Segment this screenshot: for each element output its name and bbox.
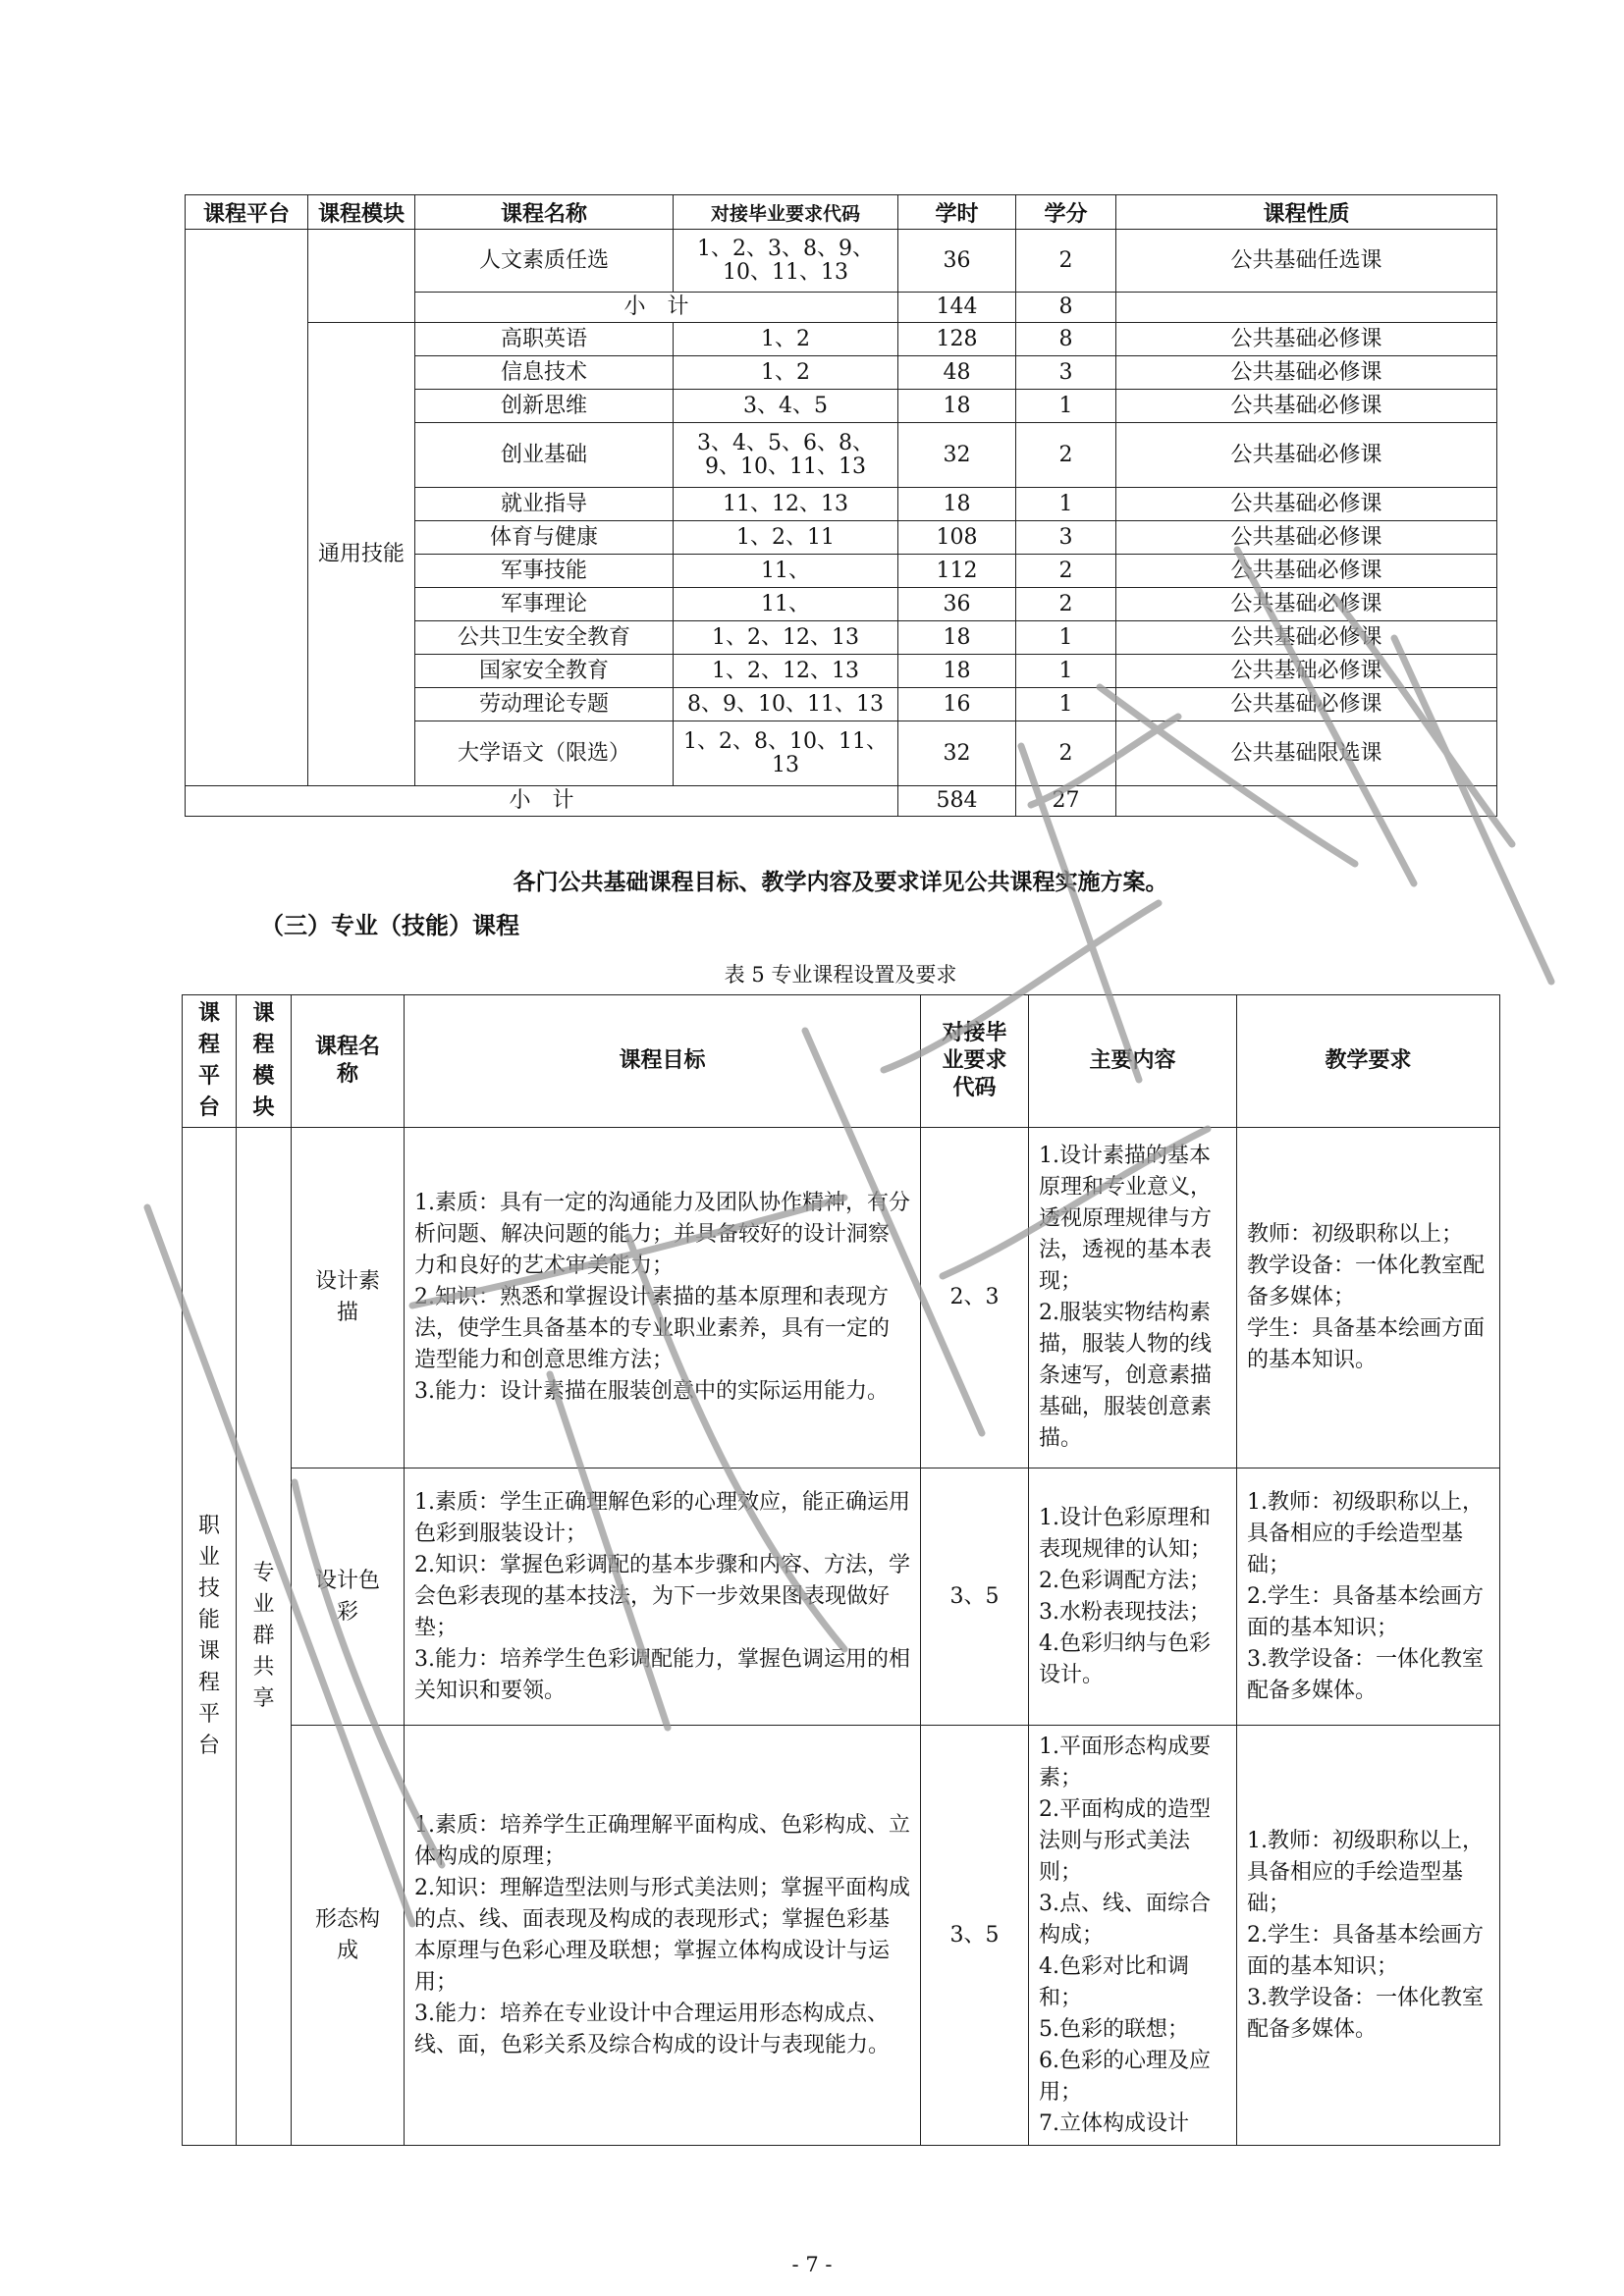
- subtotal-hours: 584: [898, 786, 1016, 817]
- course-type: 公共基础必修课: [1116, 655, 1497, 688]
- course-name: 设计色彩: [292, 1468, 405, 1726]
- course-hours: 18: [898, 390, 1016, 423]
- course-credits: 2: [1016, 721, 1116, 786]
- course-content: 1.设计素描的基本原理和专业意义，透视原理规律与方法，透视的基本表现； 2.服装实物结构素描，服装人物的线条速写，创意素描基础，服装创意素描。: [1029, 1128, 1237, 1468]
- course-credits: 3: [1016, 521, 1116, 555]
- course-type: 公共基础必修课: [1116, 423, 1497, 488]
- public-course-note: 各门公共基础课程目标、教学内容及要求详见公共课程实施方案。: [513, 870, 1168, 895]
- header-content: 主要内容: [1029, 995, 1237, 1128]
- module-cell: 专业群共享: [237, 1128, 292, 2146]
- header-platform: 课程平台: [186, 195, 308, 230]
- course-name: 军事技能: [415, 555, 674, 588]
- public-course-table: [185, 194, 1497, 817]
- course-codes: 2、3: [921, 1128, 1029, 1468]
- header-course-name: 课程名称: [415, 195, 674, 230]
- subtotal-row: [186, 786, 1497, 817]
- page-number: - 7 -: [791, 2253, 833, 2276]
- course-type: 公共基础必修课: [1116, 588, 1497, 621]
- course-credits: 2: [1016, 555, 1116, 588]
- course-goal: 1.素质：培养学生正确理解平面构成、色彩构成、立体构成的原理； 2.知识：理解造型法则与形式美法则；掌握平面构成的点、线、面表现及构成的表现形式；掌握色彩基本原理与色彩心理及联想；掌握立体构成设计与运用； 3.能力：培养在专业设计中合理运用形态构成点、线、面，色彩关系及综合构成的设计与表现能力。: [405, 1726, 921, 2146]
- course-content: 1.平面形态构成要素； 2.平面构成的造型法则与形式美法则； 3.点、线、面综合构成； 4.色彩对比和调和； 5.色彩的联想； 6.色彩的心理及应用； 7.立体构成设计: [1029, 1726, 1237, 2146]
- course-name: 军事理论: [415, 588, 674, 621]
- course-codes: 11、: [674, 555, 898, 588]
- platform-cell-empty: [186, 230, 308, 323]
- course-name: 国家安全教育: [415, 655, 674, 688]
- course-credits: 1: [1016, 621, 1116, 655]
- course-hours: 112: [898, 555, 1016, 588]
- course-type: 公共基础必修课: [1116, 323, 1497, 356]
- course-credits: 1: [1016, 688, 1116, 721]
- header-codes: 对接毕业要求代码: [921, 995, 1029, 1128]
- course-requirements: 教师：初级职称以上； 教学设备：一体化教室配备多媒体； 学生：具备基本绘画方面的基本知识。: [1237, 1128, 1500, 1468]
- course-name: 创新思维: [415, 390, 674, 423]
- header-module: 课程模块: [237, 995, 292, 1128]
- course-credits: 1: [1016, 488, 1116, 521]
- course-type: 公共基础必修课: [1116, 555, 1497, 588]
- course-hours: 128: [898, 323, 1016, 356]
- course-hours: 36: [898, 230, 1016, 293]
- subtotal-label: 小 计: [186, 786, 898, 817]
- course-goal: 1.素质：学生正确理解色彩的心理效应，能正确运用色彩到服装设计； 2.知识：掌握色彩调配的基本步骤和内容、方法，学会色彩表现的基本技法，为下一步效果图表现做好垫； 3.能力：培养学生色彩调配能力，掌握色调运用的相关知识和要领。: [405, 1468, 921, 1726]
- course-name: 体育与健康: [415, 521, 674, 555]
- course-codes: 1、2: [674, 356, 898, 390]
- platform-cell-empty: [186, 323, 308, 786]
- table-row: [186, 230, 1497, 293]
- course-goal: 1.素质：具有一定的沟通能力及团队协作精神，有分析问题、解决问题的能力；并具备较好的设计洞察力和良好的艺术审美能力； 2.知识：熟悉和掌握设计素描的基本原理和表现方法，使学生具备基本的专业职业素养，具有一定的造型能力和创意思维方法； 3.能力：设计素描在服装创意中的实际运用能力。: [405, 1128, 921, 1468]
- table-header-row: [186, 195, 1497, 230]
- course-codes: 1、2、8、10、11、13: [674, 721, 898, 786]
- header-goal: 课程目标: [405, 995, 921, 1128]
- course-codes: 1、2、12、13: [674, 655, 898, 688]
- course-type: 公共基础必修课: [1116, 621, 1497, 655]
- course-type: 公共基础任选课: [1116, 230, 1497, 293]
- subtotal-type-empty: [1116, 293, 1497, 323]
- course-content: 1.设计色彩原理和表现规律的认知； 2.色彩调配方法； 3.水粉表现技法； 4.色彩归纳与色彩设计。: [1029, 1468, 1237, 1726]
- course-codes: 3、5: [921, 1726, 1029, 2146]
- course-codes: 3、5: [921, 1468, 1029, 1726]
- course-name: 劳动理论专题: [415, 688, 674, 721]
- course-name: 公共卫生安全教育: [415, 621, 674, 655]
- course-credits: 3: [1016, 356, 1116, 390]
- course-hours: 32: [898, 721, 1016, 786]
- course-name: 大学语文（限选）: [415, 721, 674, 786]
- course-name: 形态构成: [292, 1726, 405, 2146]
- course-credits: 1: [1016, 655, 1116, 688]
- course-codes: 1、2: [674, 323, 898, 356]
- course-type: 公共基础必修课: [1116, 488, 1497, 521]
- course-codes: 1、2、3、8、9、10、11、13: [674, 230, 898, 293]
- course-hours: 18: [898, 655, 1016, 688]
- course-credits: 1: [1016, 390, 1116, 423]
- course-hours: 108: [898, 521, 1016, 555]
- header-type: 课程性质: [1116, 195, 1497, 230]
- header-platform: 课程平台: [183, 995, 237, 1128]
- subtotal-hours: 144: [898, 293, 1016, 323]
- course-credits: 2: [1016, 230, 1116, 293]
- header-course-name: 课程名称: [292, 995, 405, 1128]
- professional-course-table: [182, 994, 1500, 2146]
- course-codes: 11、: [674, 588, 898, 621]
- course-requirements: 1.教师：初级职称以上，具备相应的手绘造型基础； 2.学生：具备基本绘画方面的基本知识； 3.教学设备：一体化教室配备多媒体。: [1237, 1726, 1500, 2146]
- course-name: 创业基础: [415, 423, 674, 488]
- course-codes: 1、2、12、13: [674, 621, 898, 655]
- course-credits: 8: [1016, 323, 1116, 356]
- course-name: 设计素描: [292, 1128, 405, 1468]
- course-codes: 11、12、13: [674, 488, 898, 521]
- header-hours: 学时: [898, 195, 1016, 230]
- course-requirements: 1.教师：初级职称以上，具备相应的手绘造型基础； 2.学生：具备基本绘画方面的基本知识； 3.教学设备：一体化教室配备多媒体。: [1237, 1468, 1500, 1726]
- course-name: 信息技术: [415, 356, 674, 390]
- table-caption: 表 5 专业课程设置及要求: [724, 963, 957, 987]
- header-credits: 学分: [1016, 195, 1116, 230]
- course-codes: 3、4、5: [674, 390, 898, 423]
- course-hours: 18: [898, 621, 1016, 655]
- table-header-row: [183, 995, 1500, 1128]
- course-type: 公共基础限选课: [1116, 721, 1497, 786]
- course-type: 公共基础必修课: [1116, 521, 1497, 555]
- subtotal-credits: 8: [1016, 293, 1116, 323]
- table-row: [183, 1726, 1500, 2146]
- subtotal-type-empty: [1116, 786, 1497, 817]
- section-title: （三）专业（技能）课程: [260, 912, 519, 939]
- course-type: 公共基础必修课: [1116, 356, 1497, 390]
- course-hours: 32: [898, 423, 1016, 488]
- course-type: 公共基础必修课: [1116, 688, 1497, 721]
- table-row: [186, 323, 1497, 356]
- table-row: [183, 1128, 1500, 1468]
- table-row: [183, 1468, 1500, 1726]
- course-codes: 3、4、5、6、8、9、10、11、13: [674, 423, 898, 488]
- header-module: 课程模块: [308, 195, 415, 230]
- platform-cell: 职业技能课程平台: [183, 1128, 237, 2146]
- course-credits: 2: [1016, 588, 1116, 621]
- module-cell-empty: [308, 230, 415, 323]
- course-type: 公共基础必修课: [1116, 390, 1497, 423]
- header-codes: 对接毕业要求代码: [674, 195, 898, 230]
- subtotal-label: 小 计: [415, 293, 898, 323]
- course-credits: 2: [1016, 423, 1116, 488]
- course-codes: 8、9、10、11、13: [674, 688, 898, 721]
- header-requirements: 教学要求: [1237, 995, 1500, 1128]
- course-hours: 48: [898, 356, 1016, 390]
- course-hours: 16: [898, 688, 1016, 721]
- course-hours: 36: [898, 588, 1016, 621]
- course-codes: 1、2、11: [674, 521, 898, 555]
- course-name: 就业指导: [415, 488, 674, 521]
- course-name: 高职英语: [415, 323, 674, 356]
- course-hours: 18: [898, 488, 1016, 521]
- subtotal-credits: 27: [1016, 786, 1116, 817]
- course-name: 人文素质任选: [415, 230, 674, 293]
- module-general-skills: 通用技能: [308, 323, 415, 786]
